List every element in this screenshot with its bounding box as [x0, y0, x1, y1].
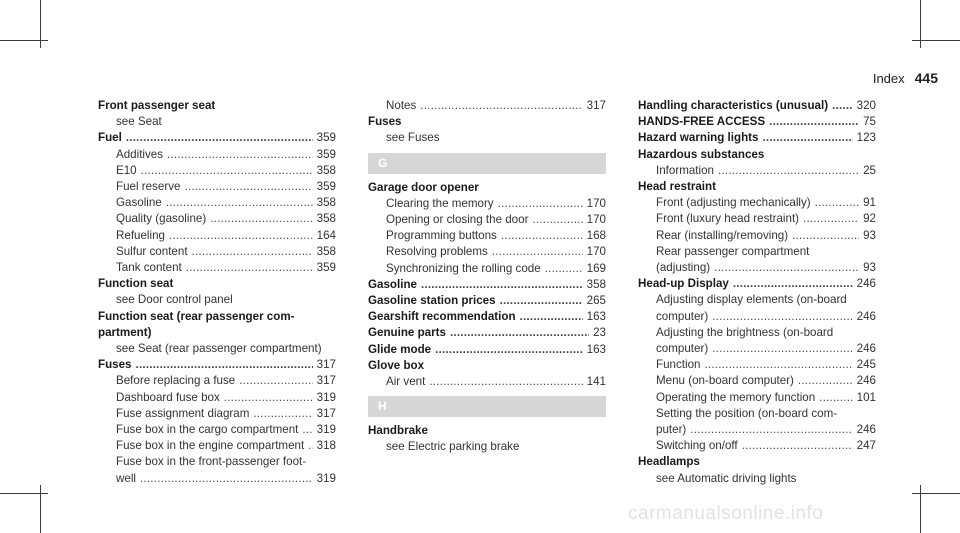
leader-dots	[141, 163, 313, 179]
index-subentry	[638, 341, 876, 357]
page-ref: 317	[316, 406, 336, 420]
index-entry	[368, 114, 606, 130]
entry-text: Fuse assignment diagram	[116, 406, 250, 420]
page-ref: 317	[316, 358, 336, 372]
leader-dots	[192, 244, 313, 260]
entry-text: Fuses	[368, 115, 402, 129]
index-subentry	[638, 260, 876, 276]
page-ref: 246	[856, 277, 876, 291]
page-ref: 170	[586, 196, 606, 210]
entry-text: Head-up Display	[638, 277, 729, 291]
index-entry	[638, 179, 876, 195]
index-subentry	[368, 196, 606, 212]
index-entry	[368, 180, 606, 196]
leader-dots	[450, 325, 589, 341]
leader-dots	[832, 98, 853, 114]
index-entry	[638, 114, 876, 130]
entry-text: Glove box	[368, 358, 425, 372]
page-ref: 245	[856, 358, 876, 372]
leader-dots	[798, 373, 853, 389]
entry-text: computer)	[656, 342, 709, 356]
entry-text: Gasoline	[116, 196, 162, 210]
page-header	[873, 70, 938, 86]
index-subentry	[638, 163, 876, 179]
page-ref: 170	[586, 245, 606, 259]
entry-text: partment)	[98, 325, 152, 339]
index-subentry	[98, 163, 336, 179]
index-subentry	[638, 228, 876, 244]
index-entry	[638, 454, 876, 470]
leader-dots	[769, 114, 859, 130]
leader-dots	[239, 373, 312, 389]
index-entry	[98, 130, 336, 146]
entry-text: Rear (installing/removing)	[656, 228, 789, 242]
index-note: Fuse box in the front-passenger foot-	[116, 455, 307, 469]
index-entry	[98, 309, 336, 325]
entry-text: Function seat (rear passenger com-	[98, 309, 295, 323]
page-ref: 93	[863, 261, 876, 275]
page-number: 445	[914, 70, 938, 86]
page-ref: 247	[856, 439, 876, 453]
page-ref: 163	[586, 310, 606, 324]
leader-dots	[435, 342, 583, 358]
page-ref: 359	[316, 131, 336, 145]
leader-dots	[718, 163, 859, 179]
leader-dots	[224, 390, 313, 406]
page-ref: 317	[586, 99, 606, 112]
entry-text: Air vent	[386, 375, 426, 389]
entry-text: Front (adjusting mechanically)	[656, 196, 811, 210]
crop-mark	[0, 40, 48, 41]
entry-text: Hazardous substances	[638, 147, 765, 161]
index-entry	[368, 293, 606, 309]
entry-text: well	[116, 471, 136, 485]
leader-dots	[532, 212, 582, 228]
entry-text: Refueling	[116, 228, 165, 242]
leader-dots	[714, 260, 859, 276]
page-ref: 359	[316, 147, 336, 161]
entry-text: Glide mode	[368, 342, 432, 356]
crop-mark	[0, 493, 48, 494]
index-entry	[368, 342, 606, 358]
page-ref: 319	[316, 390, 336, 404]
entry-text: Resolving problems	[386, 245, 488, 259]
index-subentry	[638, 195, 876, 211]
leader-dots	[545, 261, 583, 277]
section-letter: G	[368, 153, 606, 174]
page-ref: 123	[856, 131, 876, 145]
page-ref: 164	[316, 228, 336, 242]
leader-dots	[762, 130, 852, 146]
leader-dots	[166, 195, 313, 211]
entry-text: computer)	[656, 309, 709, 323]
index-note: see Seat (rear passenger compartment)	[116, 342, 322, 356]
leader-dots	[302, 422, 312, 438]
entry-text: Programming buttons	[386, 229, 497, 243]
index-subentry	[638, 422, 876, 438]
page-ref: 246	[856, 309, 876, 323]
index-subentry	[368, 212, 606, 228]
entry-text: Fuse box in the engine compartment	[116, 439, 305, 453]
entry-text: Headlamps	[638, 455, 700, 469]
index-entry	[98, 357, 336, 373]
index-subentry	[638, 438, 876, 454]
entry-text: Function	[656, 358, 701, 372]
index-entry	[98, 325, 336, 341]
page-ref: 168	[586, 229, 606, 243]
entry-text: Opening or closing the door	[386, 213, 529, 227]
entry-text: Fuel	[98, 131, 122, 145]
entry-text: Switching on/off	[656, 439, 738, 453]
index-subentry	[368, 261, 606, 277]
entry-text: puter)	[656, 423, 687, 437]
index-subentry	[98, 195, 336, 211]
leader-dots	[501, 228, 583, 244]
index-note: see Seat	[116, 115, 162, 129]
leader-dots	[498, 196, 583, 212]
page-ref: 141	[586, 375, 606, 389]
index-subentry	[638, 390, 876, 406]
header-label: Index	[872, 71, 905, 86]
index-subentry	[98, 211, 336, 227]
entry-text: Handling characteristics (unusual)	[638, 99, 829, 112]
page-ref: 246	[856, 342, 876, 356]
leader-dots	[803, 211, 859, 227]
page-ref: 246	[856, 423, 876, 437]
index-column-1	[98, 98, 336, 487]
leader-dots	[136, 357, 313, 373]
entry-text: Gasoline	[368, 277, 417, 291]
leader-dots	[520, 309, 583, 325]
entry-text: Operating the memory function	[656, 390, 816, 404]
index-subentry	[98, 471, 336, 487]
entry-text: Notes	[386, 99, 417, 112]
page-ref: 101	[856, 390, 876, 404]
page-ref: 358	[316, 212, 336, 226]
page-ref: 25	[863, 163, 876, 177]
page-ref: 91	[863, 196, 876, 210]
index-entry	[638, 276, 876, 292]
leader-dots	[186, 260, 313, 276]
entry-text: Before replacing a fuse	[116, 374, 236, 388]
page-ref: 75	[863, 115, 876, 129]
crop-mark	[912, 40, 960, 41]
index-note: Rear passenger compartment	[656, 244, 810, 258]
index-subentry	[638, 373, 876, 389]
entry-text: Information	[656, 163, 714, 177]
index-note: see Electric parking brake	[386, 440, 520, 454]
page-ref: 23	[593, 326, 606, 340]
page-ref: 317	[316, 374, 336, 388]
leader-dots	[733, 276, 853, 292]
entry-text: Handbrake	[368, 424, 428, 438]
entry-text: Clearing the memory	[386, 196, 494, 210]
entry-text: Front (luxury head restraint)	[656, 212, 800, 226]
index-subentry	[368, 228, 606, 244]
page-ref: 169	[586, 261, 606, 275]
leader-dots	[712, 341, 852, 357]
index-column-3	[638, 98, 876, 487]
page-ref: 246	[856, 374, 876, 388]
page-ref: 358	[316, 196, 336, 210]
index-subentry	[98, 406, 336, 422]
index-entry	[368, 277, 606, 293]
leader-dots	[819, 390, 852, 406]
leader-dots	[500, 293, 583, 309]
entry-text: E10	[116, 163, 137, 177]
index-entry	[638, 98, 876, 114]
index-subentry	[638, 357, 876, 373]
index-column-2	[368, 98, 606, 456]
entry-text: (adjusting)	[656, 261, 711, 275]
entry-text: Garage door opener	[368, 180, 479, 194]
index-subentry	[368, 374, 606, 390]
entry-text: Gasoline station prices	[368, 294, 496, 308]
leader-dots	[704, 357, 852, 373]
watermark: carmanualsonline.info	[628, 503, 824, 524]
index-subentry	[98, 244, 336, 260]
page-ref: 170	[586, 213, 606, 227]
entry-text: Sulfur content	[116, 244, 188, 258]
index-subentry	[638, 211, 876, 227]
index-subentry	[98, 228, 336, 244]
entry-text: HANDS-FREE ACCESS	[638, 115, 766, 129]
entry-text: Menu (on-board computer)	[656, 374, 794, 388]
entry-text: Genuine parts	[368, 326, 446, 340]
leader-dots	[742, 438, 853, 454]
entry-text: Tank content	[116, 261, 182, 275]
entry-text: Gearshift recommendation	[368, 310, 516, 324]
entry-text: Fuses	[98, 358, 132, 372]
index-note: see Automatic driving lights	[656, 471, 797, 485]
page-ref: 359	[316, 261, 336, 275]
index-subentry	[368, 98, 606, 114]
index-entry	[368, 309, 606, 325]
page-ref: 320	[856, 99, 876, 112]
entry-text: Dashboard fuse box	[116, 390, 220, 404]
entry-text: Synchronizing the rolling code	[386, 261, 541, 275]
crop-mark	[912, 493, 960, 494]
leader-dots	[140, 471, 313, 487]
page-ref: 319	[316, 423, 336, 437]
leader-dots	[210, 211, 312, 227]
entry-text: Additives	[116, 147, 164, 161]
leader-dots	[420, 98, 582, 114]
entry-text: Quality (gasoline)	[116, 212, 207, 226]
index-subentry	[98, 422, 336, 438]
page-ref: 358	[586, 277, 606, 291]
leader-dots	[712, 309, 852, 325]
index-note: Adjusting display elements (on-board	[656, 293, 847, 307]
leader-dots	[792, 228, 859, 244]
leader-dots	[253, 406, 312, 422]
index-subentry	[368, 244, 606, 260]
index-subentry	[98, 147, 336, 163]
index-subentry	[98, 373, 336, 389]
index-subentry	[98, 390, 336, 406]
index-entry	[638, 130, 876, 146]
index-subentry	[98, 179, 336, 195]
index-entry	[98, 98, 336, 114]
entry-text: Hazard warning lights	[638, 131, 759, 145]
leader-dots	[126, 130, 313, 146]
page-ref: 163	[586, 342, 606, 356]
index-subentry	[98, 438, 336, 454]
index-entry	[98, 276, 336, 292]
page-ref: 92	[863, 212, 876, 226]
entry-text: Fuse box in the cargo compartment	[116, 423, 299, 437]
index-entry	[638, 147, 876, 163]
leader-dots	[429, 374, 582, 390]
leader-dots	[169, 228, 313, 244]
leader-dots	[492, 244, 583, 260]
section-letter: H	[368, 396, 606, 417]
index-entry	[368, 358, 606, 374]
page-ref: 93	[863, 228, 876, 242]
page-ref: 359	[316, 180, 336, 194]
index-note: Setting the position (on-board com-	[656, 406, 838, 420]
entry-text: Front passenger seat	[98, 99, 216, 112]
page-ref: 358	[316, 163, 336, 177]
index-note: see Fuses	[386, 131, 440, 145]
leader-dots	[815, 195, 859, 211]
entry-text: Fuel reserve	[116, 180, 181, 194]
leader-dots	[421, 277, 583, 293]
page-ref: 265	[586, 294, 606, 308]
leader-dots	[167, 147, 313, 163]
index-entry	[368, 423, 606, 439]
page-ref: 318	[316, 439, 336, 453]
index-subentry	[638, 309, 876, 325]
leader-dots	[184, 179, 312, 195]
entry-text: Function seat	[98, 277, 174, 291]
leader-dots	[308, 438, 312, 454]
page-ref: 358	[316, 244, 336, 258]
index-note: see Door control panel	[116, 293, 233, 307]
leader-dots	[690, 422, 852, 438]
index-subentry	[98, 260, 336, 276]
index-note: Adjusting the brightness (on-board	[656, 325, 834, 339]
entry-text: Head restraint	[638, 180, 716, 194]
index-entry	[368, 325, 606, 341]
page-ref: 319	[316, 471, 336, 485]
